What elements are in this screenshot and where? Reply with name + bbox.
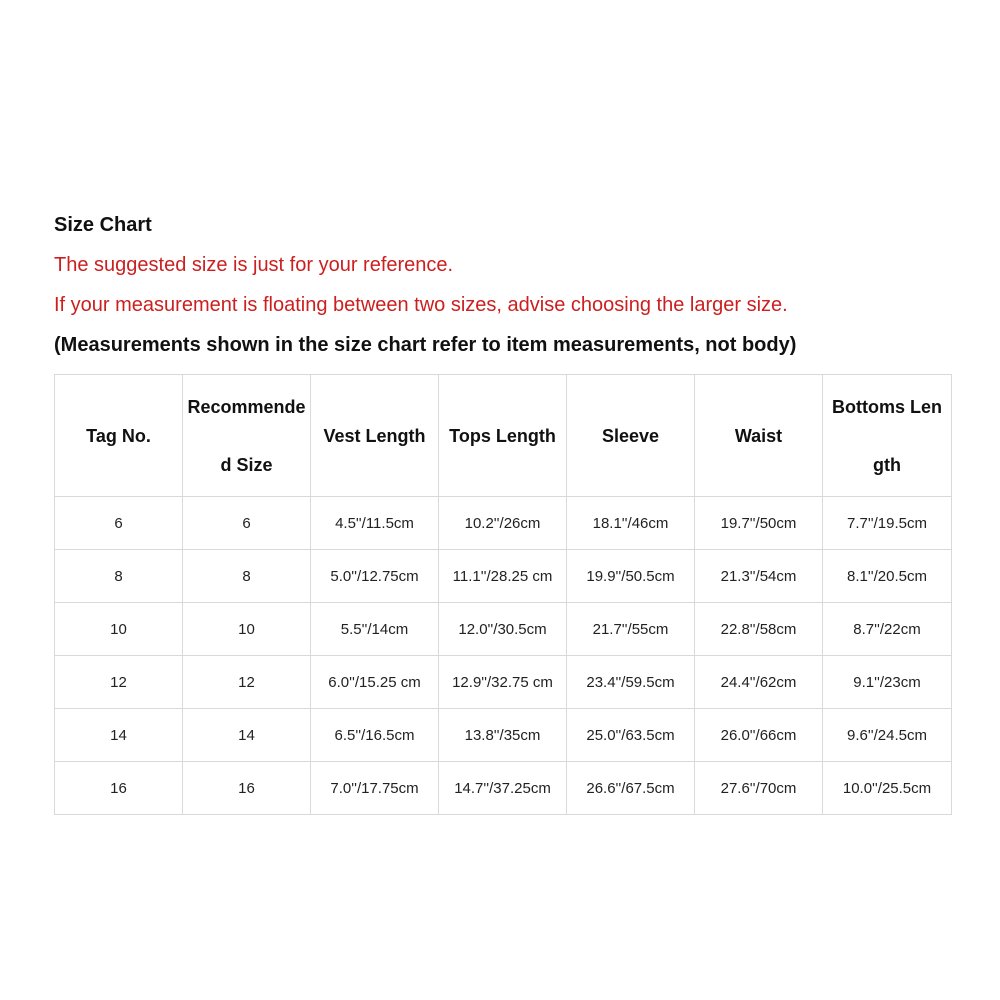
cell-tag-no: 16 — [55, 762, 183, 815]
header-sleeve: Sleeve — [567, 375, 695, 497]
cell-sleeve: 23.4''/59.5cm — [567, 656, 695, 709]
table-row — [55, 709, 952, 762]
cell-tag-no: 10 — [55, 603, 183, 656]
header-waist: Waist — [695, 375, 823, 497]
cell-recommended-size: 8 — [183, 550, 311, 603]
cell-bottoms-length: 10.0''/25.5cm — [823, 762, 952, 815]
cell-recommended-size: 16 — [183, 762, 311, 815]
cell-bottoms-length: 7.7''/19.5cm — [823, 497, 952, 550]
cell-vest-length: 5.0''/12.75cm — [311, 550, 439, 603]
larger-size-note: If your measurement is floating between two sizes, advise choosing the larger size. — [54, 294, 788, 316]
cell-bottoms-length: 8.1''/20.5cm — [823, 550, 952, 603]
reference-note: The suggested size is just for your reference. — [54, 254, 454, 276]
cell-vest-length: 7.0''/17.75cm — [311, 762, 439, 815]
header-tag-no: Tag No. — [55, 375, 183, 497]
cell-waist: 22.8''/58cm — [695, 603, 823, 656]
cell-waist: 24.4''/62cm — [695, 656, 823, 709]
cell-vest-length: 5.5''/14cm — [311, 603, 439, 656]
cell-sleeve: 19.9''/50.5cm — [567, 550, 695, 603]
cell-bottoms-length: 9.6''/24.5cm — [823, 709, 952, 762]
table-row — [55, 550, 952, 603]
cell-recommended-size: 6 — [183, 497, 311, 550]
cell-sleeve: 18.1''/46cm — [567, 497, 695, 550]
measurement-disclaimer: (Measurements shown in the size chart refer to item measurements, not body) — [54, 334, 797, 356]
cell-recommended-size: 14 — [183, 709, 311, 762]
header-bottoms-length: Bottoms Length — [823, 375, 952, 497]
table-row — [55, 497, 952, 550]
cell-tag-no: 6 — [55, 497, 183, 550]
cell-recommended-size: 10 — [183, 603, 311, 656]
cell-waist: 19.7''/50cm — [695, 497, 823, 550]
cell-bottoms-length: 8.7''/22cm — [823, 603, 952, 656]
table-row — [55, 603, 952, 656]
header-tops-length: Tops Length — [439, 375, 567, 497]
cell-vest-length: 6.5''/16.5cm — [311, 709, 439, 762]
table-row — [55, 762, 952, 815]
cell-sleeve: 21.7''/55cm — [567, 603, 695, 656]
size-table — [54, 374, 952, 815]
cell-tops-length: 12.0''/30.5cm — [439, 603, 567, 656]
cell-waist: 26.0''/66cm — [695, 709, 823, 762]
table-header-row — [55, 375, 952, 497]
cell-tops-length: 11.1''/28.25 cm — [439, 550, 567, 603]
cell-tops-length: 13.8''/35cm — [439, 709, 567, 762]
cell-tag-no: 8 — [55, 550, 183, 603]
header-vest-length: Vest Length — [311, 375, 439, 497]
cell-tops-length: 10.2''/26cm — [439, 497, 567, 550]
header-recommended-size: Recommended Size — [183, 375, 311, 497]
cell-tag-no: 14 — [55, 709, 183, 762]
table-row — [55, 656, 952, 709]
cell-sleeve: 25.0''/63.5cm — [567, 709, 695, 762]
cell-vest-length: 6.0''/15.25 cm — [311, 656, 439, 709]
cell-tops-length: 14.7''/37.25cm — [439, 762, 567, 815]
cell-sleeve: 26.6''/67.5cm — [567, 762, 695, 815]
cell-recommended-size: 12 — [183, 656, 311, 709]
cell-tag-no: 12 — [55, 656, 183, 709]
cell-vest-length: 4.5''/11.5cm — [311, 497, 439, 550]
cell-waist: 27.6''/70cm — [695, 762, 823, 815]
cell-waist: 21.3''/54cm — [695, 550, 823, 603]
size-chart-title: Size Chart — [54, 214, 152, 236]
cell-tops-length: 12.9''/32.75 cm — [439, 656, 567, 709]
cell-bottoms-length: 9.1''/23cm — [823, 656, 952, 709]
